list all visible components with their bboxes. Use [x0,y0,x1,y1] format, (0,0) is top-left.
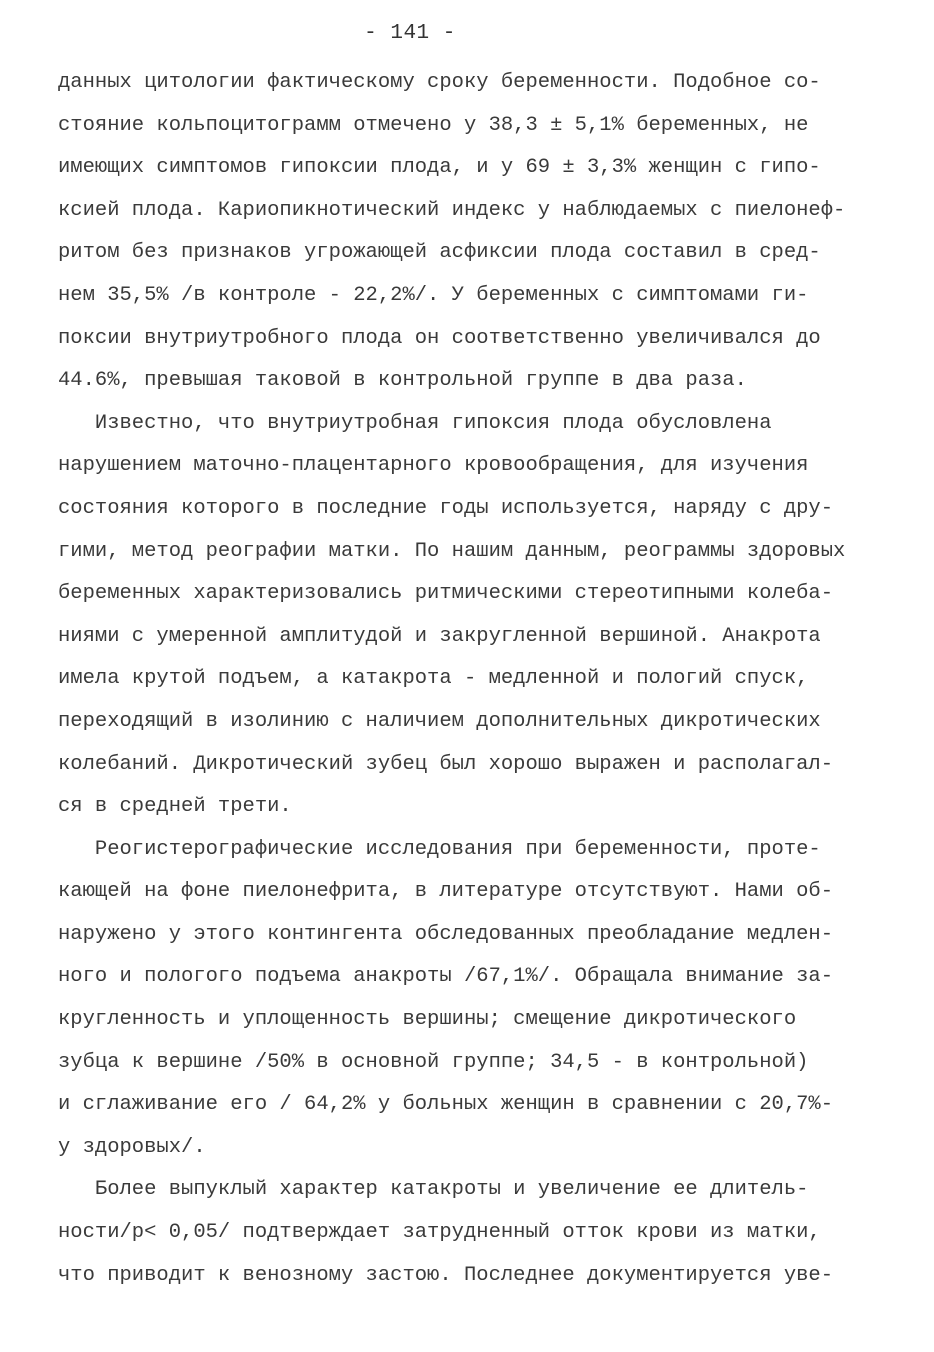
text-line: гими, метод реографии матки. По нашим данным, реограммы здоровых [58,539,846,563]
text-line: состояния которого в последние годы используется, наряду с дру- [58,496,834,520]
text-line: переходящий в изолинию с наличием дополнительных дикротических [58,709,821,733]
page-number: - 141 - [364,22,456,45]
text-line: поксии внутриутробного плода он соответственно увеличивался до [58,326,821,350]
text-line: ниями с умеренной амплитудой и закругленной вершиной. Анакрота [58,624,821,648]
text-line: ритом без признаков угрожающей асфиксии плода составил в сред- [58,241,821,265]
text-line: имела крутой подъем, а катакрота - медленной и пологий спуск, [58,667,809,691]
text-line: стояние кольпоцитограмм отмечено у 38,3 ± 5,1% беременных, не [58,113,809,137]
text-line: колебаний. Дикротический зубец был хорошо выражен и располагал- [58,752,834,776]
text-line: нем 35,5% /в контроле - 22,2%/. У беременных с симптомами ги- [58,283,809,307]
text-line: нарушением маточно-плацентарного кровообращения, для изучения [58,454,809,478]
text-line: ного и пологого подъема анакроты /67,1%/. Обращала внимание за- [58,965,834,989]
text-line: кающей на фоне пиелонефрита, в литературе отсутствуют. Нами об- [58,880,834,904]
text-line: наружено у этого контингента обследованных преобладание медлен- [58,922,834,946]
text-line: и сглаживание его / 64,2% у больных женщин в сравнении с 20,7%- [58,1093,834,1117]
text-line: ся в средней трети. [58,795,292,819]
text-line: что приводит к венозному застою. Последнее документируется уве- [58,1263,834,1287]
text-line: беременных характеризовались ритмическими стереотипными колеба- [58,582,834,606]
body-text [58,62,888,1297]
text-line: имеющих симптомов гипоксии плода, и у 69 ± 3,3% женщин с гипо- [58,156,821,180]
text-line: ксией плода. Кариопикнотический индекс у наблюдаемых с пиелонеф- [58,198,846,222]
text-line: ности/p< 0,05/ подтверждает затрудненный отток крови из матки, [58,1221,821,1245]
paragraph-start-line: Реогистерографические исследования при беременности, проте- [58,837,821,861]
paragraph-start-line: Известно, что внутриутробная гипоксия плода обусловлена [58,411,772,435]
text-line: зубца к вершине /50% в основной группе; 34,5 - в контрольной) [58,1050,809,1074]
text-line: данных цитологии фактическому сроку беременности. Подобное со- [58,71,821,94]
paragraph-start-line: Более выпуклый характер катакроты и увеличение ее длитель- [58,1178,809,1202]
text-line: кругленность и уплощенность вершины; смещение дикротического [58,1008,797,1032]
text-line: у здоровых/. [58,1135,206,1159]
text-line: 44.6%, превышая таковой в контрольной группе в два раза. [58,369,747,393]
